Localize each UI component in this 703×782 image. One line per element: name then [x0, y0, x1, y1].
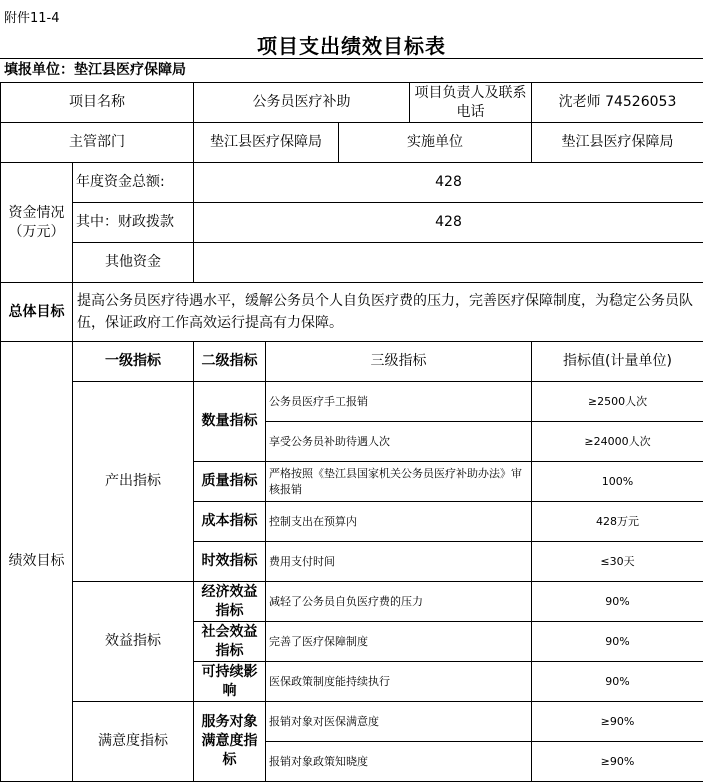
indicator-row: 报销对象对医保满意度	[266, 702, 532, 742]
indicator-row: 完善了医疗保障制度	[266, 622, 532, 662]
indicator-value: 90%	[532, 662, 703, 702]
satisfaction-indicator: 满意度指标	[73, 702, 194, 782]
indicator-value: ≥24000人次	[532, 422, 703, 462]
quantity-indicator: 数量指标	[194, 382, 266, 462]
cost-indicator: 成本指标	[194, 502, 266, 542]
indicator-value: 90%	[532, 582, 703, 622]
quality-indicator: 质量指标	[194, 462, 266, 502]
project-name-label: 项目名称	[1, 83, 194, 123]
indicator-value: ≥2500人次	[532, 382, 703, 422]
header-level2: 二级指标	[194, 342, 266, 382]
indicator-row: 减轻了公务员自负医疗费的压力	[266, 582, 532, 622]
indicator-row: 公务员医疗手工报销	[266, 382, 532, 422]
indicator-value: 90%	[532, 622, 703, 662]
other-funds-value	[194, 243, 703, 283]
header-level3: 三级指标	[266, 342, 532, 382]
total-funds-value: 428	[194, 163, 703, 203]
indicator-row: 享受公务员补助待遇人次	[266, 422, 532, 462]
contact-value: 沈老师 74526053	[532, 83, 703, 123]
indicator-row: 医保政策制度能持续执行	[266, 662, 532, 702]
header-level1: 一级指标	[73, 342, 194, 382]
header-value: 指标值(计量单位)	[532, 342, 703, 382]
timeliness-indicator: 时效指标	[194, 542, 266, 582]
project-name: 公务员医疗补助	[194, 83, 410, 123]
service-satisfaction-indicator: 服务对象满意度指标	[194, 702, 266, 782]
indicator-value: 428万元	[532, 502, 703, 542]
performance-target-table	[0, 82, 703, 782]
finance-funds-value: 428	[194, 203, 703, 243]
funds-label: 资金情况（万元）	[1, 163, 73, 283]
dept-value: 垫江县医疗保障局	[194, 123, 339, 163]
indicator-row: 报销对象政策知晓度	[266, 742, 532, 782]
performance-label: 绩效目标	[1, 342, 73, 782]
overall-goal-label: 总体目标	[1, 283, 73, 342]
indicator-row: 控制支出在预算内	[266, 502, 532, 542]
dept-label: 主管部门	[1, 123, 194, 163]
indicator-row: 严格按照《垫江县国家机关公务员医疗补助办法》审核报销	[266, 462, 532, 502]
impl-value: 垫江县医疗保障局	[532, 123, 703, 163]
indicator-value: ≥90%	[532, 702, 703, 742]
finance-funds-label: 其中：财政拨款	[73, 203, 194, 243]
attachment-label: 附件11-4	[4, 7, 60, 26]
impl-label: 实施单位	[339, 123, 532, 163]
indicator-value: 100%	[532, 462, 703, 502]
indicator-value: ≤30天	[532, 542, 703, 582]
other-funds-label: 其他资金	[73, 243, 194, 283]
benefit-indicator: 效益指标	[73, 582, 194, 702]
contact-label: 项目负责人及联系电话	[410, 83, 532, 123]
indicator-row: 费用支付时间	[266, 542, 532, 582]
page-title: 项目支出绩效目标表	[0, 30, 703, 59]
reporting-unit: 填报单位：垫江县医疗保障局	[0, 58, 703, 82]
output-indicator: 产出指标	[73, 382, 194, 582]
total-funds-label: 年度资金总额:	[73, 163, 194, 203]
economic-benefit-indicator: 经济效益指标	[194, 582, 266, 622]
indicator-value: ≥90%	[532, 742, 703, 782]
social-benefit-indicator: 社会效益指标	[194, 622, 266, 662]
sustainability-indicator: 可持续影响	[194, 662, 266, 702]
overall-goal-text: 提高公务员医疗待遇水平，缓解公务员个人自负医疗费的压力，完善医疗保障制度，为稳定公务员队伍，保证政府工作高效运行提高有力保障。	[73, 283, 703, 342]
